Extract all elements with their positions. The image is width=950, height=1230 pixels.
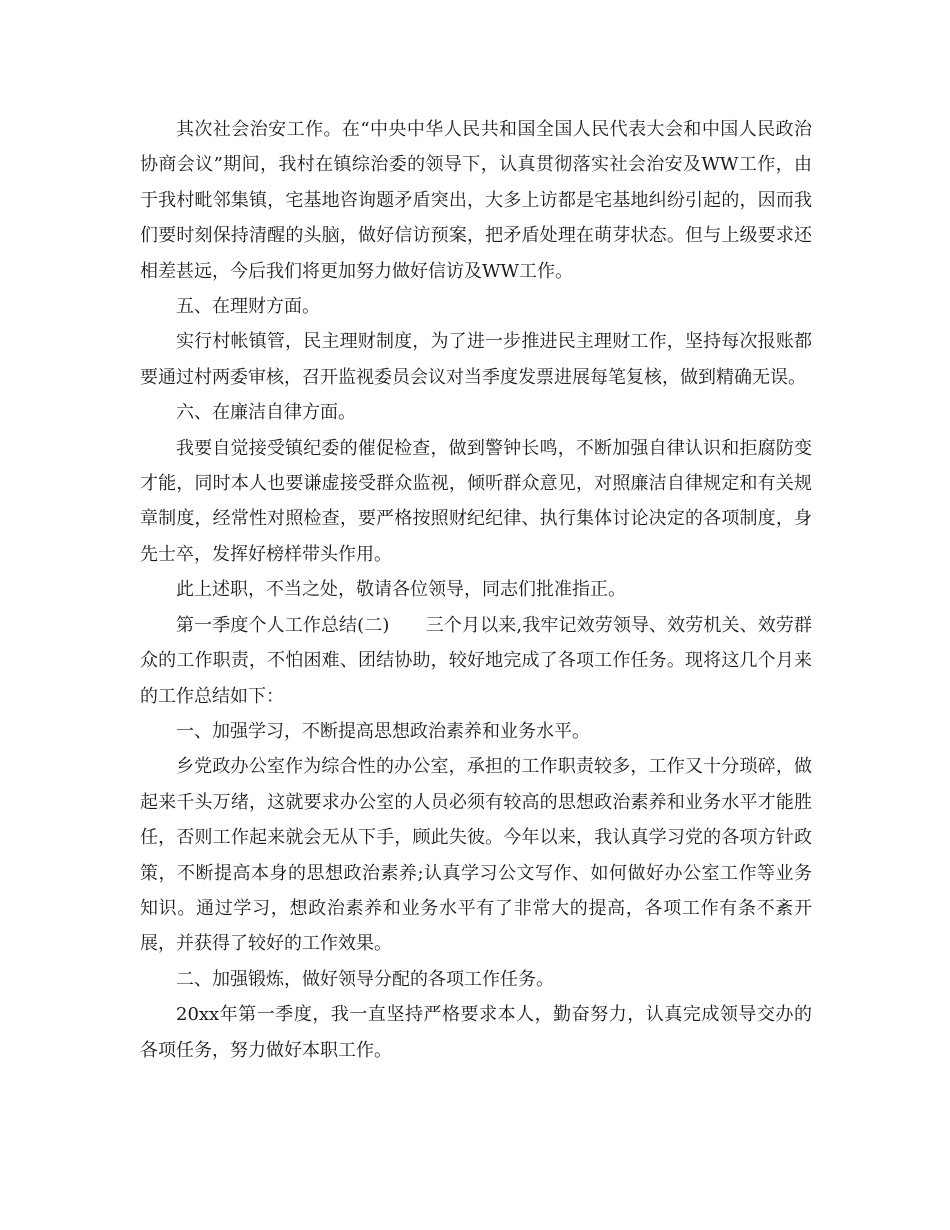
heading-finance: 五、在理财方面。 [176, 296, 320, 318]
paragraph-study: 乡党政办公室作为综合性的办公室，承担的工作职责较多，工作又十分琐碎，做起来千头万绪，这就要求办公室的人员必须有较高的思想政治素养和业务水平才能胜任，否则工作起来就会无从下手，顾此失彼。今年以来，我认真学习党的各项方针政策，不断提高本身的思想政治素养;认真学习公文写作、如何做好办公室工作等业务知识。通过学习，想政治素养和业务水平有了非常大的提高，各项工作有条不紊开展，并获得了较好的工作效果。 [140, 756, 812, 955]
heading-study: 一、加强学习，不断提高思想政治素养和业务水平。 [176, 720, 590, 742]
heading-training: 二、加强锻炼，做好领导分配的各项工作任务。 [176, 968, 554, 990]
document-body [140, 112, 812, 1068]
paragraph-social-security: 其次社会治安工作。在“中央中华人民共和国全国人民代表大会和中国人民政治协商会议”期间，我村在镇综治委的领导下，认真贯彻落实社会治安及WW工作，由于我村毗邻集镇，宅基地咨询题矛盾突出，大多上访都是宅基地纠纷引起的，因而我们要时刻保持清醒的头脑，做好信访预案，把矛盾处理在萌芽状态。但与上级要求还相差甚远，今后我们将更加努力做好信访及WW工作。 [140, 119, 812, 282]
paragraph-finance: 实行村帐镇管，民主理财制度，为了进一步推进民主理财工作，坚持每次报账都要通过村两委审核，召开监视委员会议对当季度发票进展每笔复核，做到精确无误。 [140, 331, 812, 388]
paragraph-integrity: 我要自觉接受镇纪委的催促检查，做到警钟长鸣，不断加强自律认识和拒腐防变才能，同时本人也要谦虚接受群众监视，倾听群众意见，对照廉洁自律规定和有关规章制度，经常性对照检查，要严格按照财纪纪律、执行集体讨论决定的各项制度，身先士卒，发挥好榜样带头作用。 [140, 437, 812, 565]
paragraph-closing: 此上述职，不当之处，敬请各位领导，同志们批准指正。 [176, 579, 626, 601]
paragraph-training: 20xx年第一季度，我一直坚持严格要求本人，勤奋努力，认真完成领导交办的各项任务，努力做好本职工作。 [140, 1004, 812, 1061]
heading-integrity: 六、在廉洁自律方面。 [176, 402, 356, 424]
paragraph-summary-intro: 第一季度个人工作总结(二) 三个月以来,我牢记效劳领导、效劳机关、效劳群众的工作职责，不怕困难、团结协助，较好地完成了各项工作任务。现将这几个月来的工作总结如下： [140, 614, 812, 707]
